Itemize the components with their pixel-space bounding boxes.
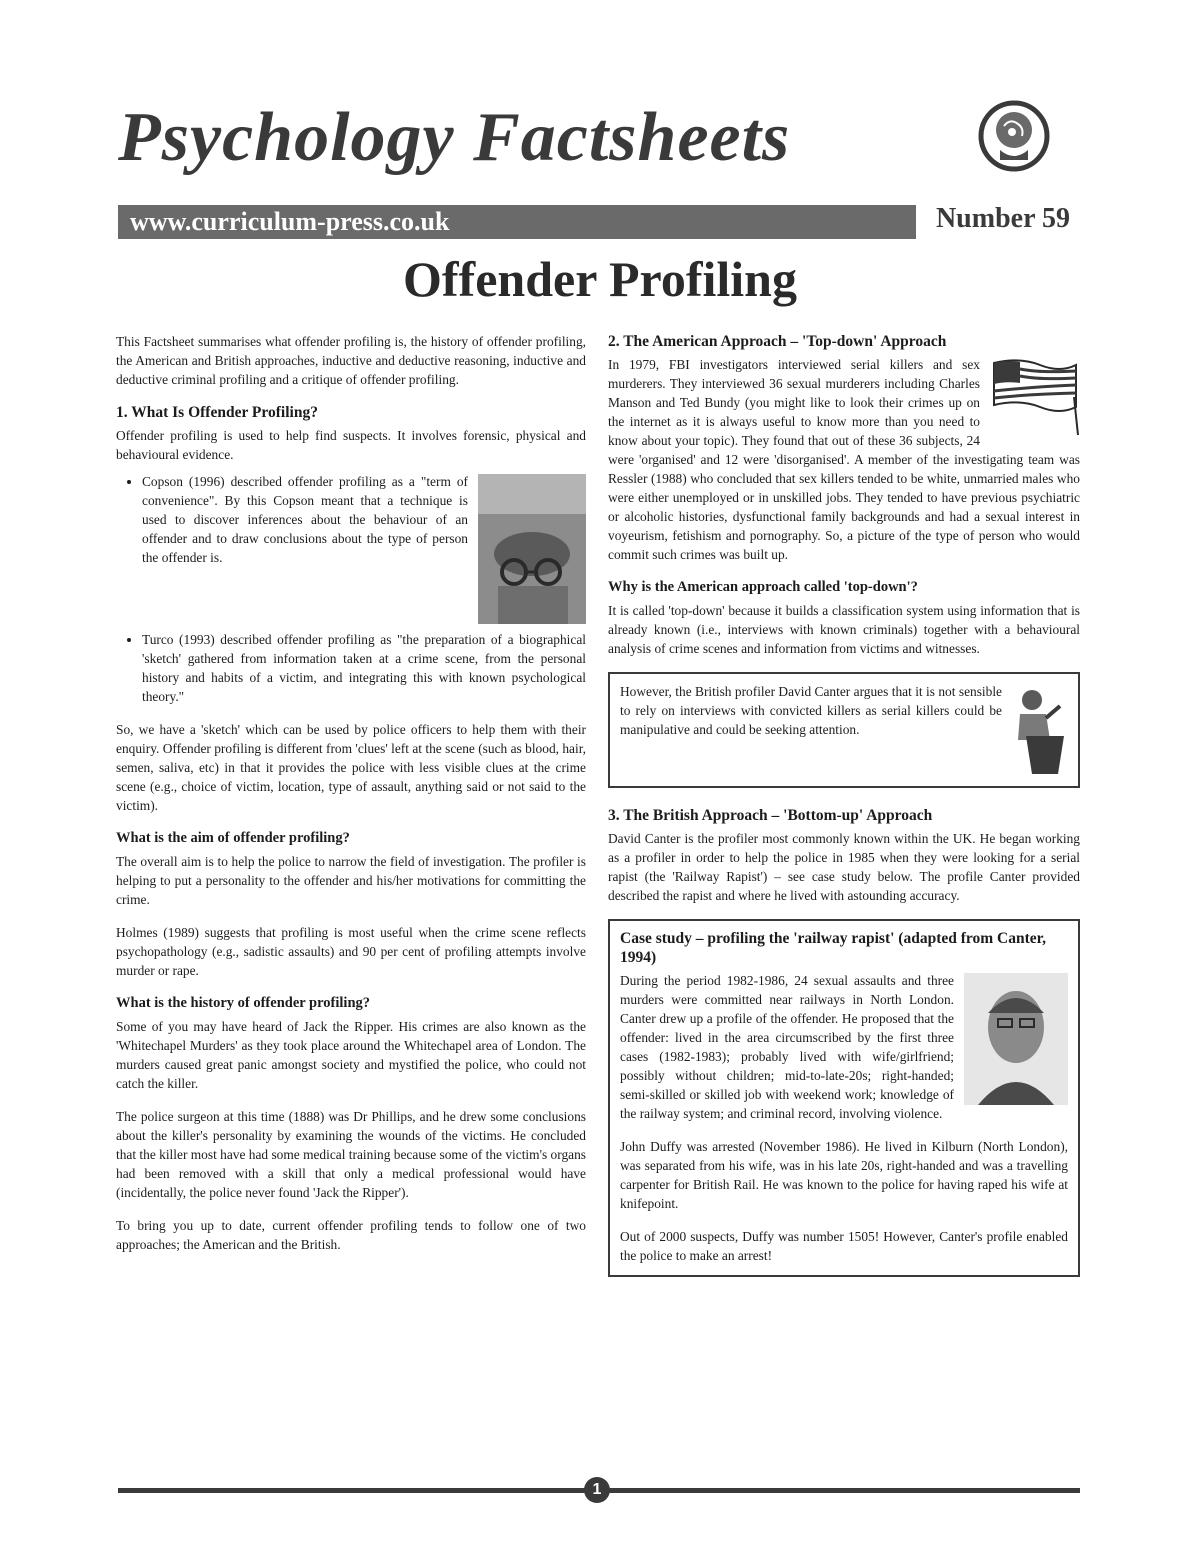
masthead	[118, 88, 1078, 188]
aim-paragraph: The overall aim is to help the police to narrow the field of investigation. The profiler is helping to put a personality to the offender and his/her motivations for committing the crime.	[116, 854, 586, 907]
american-flag-icon	[990, 357, 1080, 437]
website-link[interactable]: www.curriculum-press.co.uk	[130, 207, 450, 236]
turco-definition: Turco (1993) described offender profiling as "the preparation of a biographical 'sketch' gathered from information taken at a crime scene, from the personal history and habits of a victim, and integrating this with known psychological theory."	[142, 632, 586, 704]
copson-definition: Copson (1996) described offender profiling as a "term of convenience". By this Copson meant that a technique is used to discover inferences about the behaviour of an offender and to draw conclusions about the type of person the offender is.	[142, 474, 468, 565]
speaker-podium-icon	[1012, 684, 1068, 776]
brain-head-icon	[978, 100, 1050, 172]
section-2-text: In 1979, FBI investigators interviewed serial killers and sex murderers. They interviewed 36 sexual murderers including Charles Manson and Ted Bundy (you might like to look their crimes up on the internet as it is always useful to know more than you need to know about your topic). They found that out of these 36 subjects, 24 were 'organised' and 12 were 'disorganised'. A member of the investigating team was Ressler (1988) who concluded that sex killers tended to be white, unmarried males who were either unemployed or in unskilled jobs. They tended to have previous psychiatric or alcoholic histories, dysfunctional family backgrounds and had a sexual interest in voyeurism, fetishism and pornography. So, a picture of the type of person who would commit such crimes was built up.	[608, 357, 1080, 562]
case-study-paragraph-2: John Duffy was arrested (November 1986). He lived in Kilburn (North London), was separated from his wife, was in his late 20s, right-handed and was a travelling carpenter for British Rail. He was known to the police for having raped his wife at knifepoint.	[620, 1139, 1068, 1211]
issue-number: Number 59	[916, 199, 1080, 239]
series-title: Psychology Factsheets	[118, 99, 791, 176]
right-column	[608, 332, 1080, 1295]
history-paragraph-1: Some of you may have heard of Jack the Ripper. His crimes are also known as the 'Whitechapel Murders' as they took place around the Whitechapel area of London. The murders caused great panic amongst society and mystified the police, who could not catch the killer.	[116, 1019, 586, 1091]
section-3-heading: 3. The British Approach – 'Bottom-up' Approach	[608, 807, 933, 824]
canter-portrait-photo	[964, 973, 1068, 1105]
history-paragraph-3: To bring you up to date, current offender profiling tends to follow one of two approaches; the American and the British.	[116, 1218, 586, 1252]
case-study-paragraph-1	[620, 971, 1068, 1123]
section-2-paragraph	[608, 355, 1080, 564]
aim-heading: What is the aim of offender profiling?	[116, 830, 350, 846]
case-study-text-1: During the period 1982-1986, 24 sexual assaults and three murders were committed near railways in North London. Canter drew up a profile of the offender. He proposed that the offender: lived in the area circumscribed by the first three cases (1982-1983); probably lived with wife/girlfriend; possibly without children; mid-to-late-20s; right-handed; semi-skilled or skilled job with weekend work; knowledge of the railway system; and criminal record, involving violence.	[620, 973, 954, 1121]
holmes-paragraph: Holmes (1989) suggests that profiling is most useful when the crime scene reflects psychopathology (e.g., sadistic assaults) and 90 per cent of profiling attempts involve murder or rape.	[116, 925, 586, 978]
history-paragraph-2: The police surgeon at this time (1888) was Dr Phillips, and he drew some conclusions about the killer's personality by examining the wounds of the victims. He concluded that the killer most have had some medical training because some of the victim's organs had been removed with a skill that only a medical professional would have (incidentally, the police never found 'Jack the Ripper').	[116, 1109, 586, 1200]
history-heading: What is the history of offender profiling?	[116, 995, 371, 1011]
header-bar	[118, 205, 1080, 239]
left-column	[116, 332, 586, 1268]
list-item	[142, 472, 586, 567]
canter-note-box	[608, 672, 1080, 788]
page-title: Offender Profiling	[403, 251, 797, 307]
case-study-paragraph-3: Out of 2000 suspects, Duffy was number 1505! However, Canter's profile enabled the police to make an arrest!	[620, 1229, 1068, 1263]
top-down-heading: Why is the American approach called 'top-down'?	[608, 579, 918, 595]
canter-note: However, the British profiler David Canter argues that it is not sensible to rely on interviews with convicted killers as serial killers could be manipulative and could be seeking attention.	[620, 684, 1002, 737]
section-3-paragraph: David Canter is the profiler most commonly known within the UK. He began working as a profiler in order to help the police in 1985 when they were looking for a serial rapist (the 'Railway Rapist') – see case study below. The profile Canter provided described the rapist and where he lived with astounding accuracy.	[608, 831, 1080, 903]
top-down-paragraph: It is called 'top-down' because it builds a classification system using information that is already known (i.e., interviews with known criminals) together with a behavioural analysis of crime scenes and information from victims and witnesses.	[608, 603, 1080, 656]
section-1-heading: 1. What Is Offender Profiling?	[116, 404, 318, 421]
case-study-box	[608, 919, 1080, 1277]
section-1-paragraph: Offender profiling is used to help find suspects. It involves forensic, physical and behavioural evidence.	[116, 428, 586, 462]
section-2-heading: 2. The American Approach – 'Top-down' Approach	[608, 333, 947, 350]
case-study-heading: Case study – profiling the 'railway rapist' (adapted from Canter, 1994)	[620, 930, 1046, 966]
intro-paragraph: This Factsheet summarises what offender profiling is, the history of offender profiling, the American and British approaches, inductive and deductive reasoning, inductive and deductive criminal profiling and a critique of offender profiling.	[116, 334, 586, 387]
page-number: 1	[584, 1477, 610, 1503]
list-item	[142, 630, 586, 706]
definition-list	[116, 472, 586, 706]
handcuffs-photo	[478, 474, 586, 624]
sketch-paragraph: So, we have a 'sketch' which can be used by police officers to help them with their enquiry. Offender profiling is different from 'clues' left at the scene (such as blood, hair, semen, saliva, etc) in that it provides the police with less visible clues at the crime scene (e.g., choice of victim, location, type of assault, anything said or not said to the victim).	[116, 722, 586, 813]
